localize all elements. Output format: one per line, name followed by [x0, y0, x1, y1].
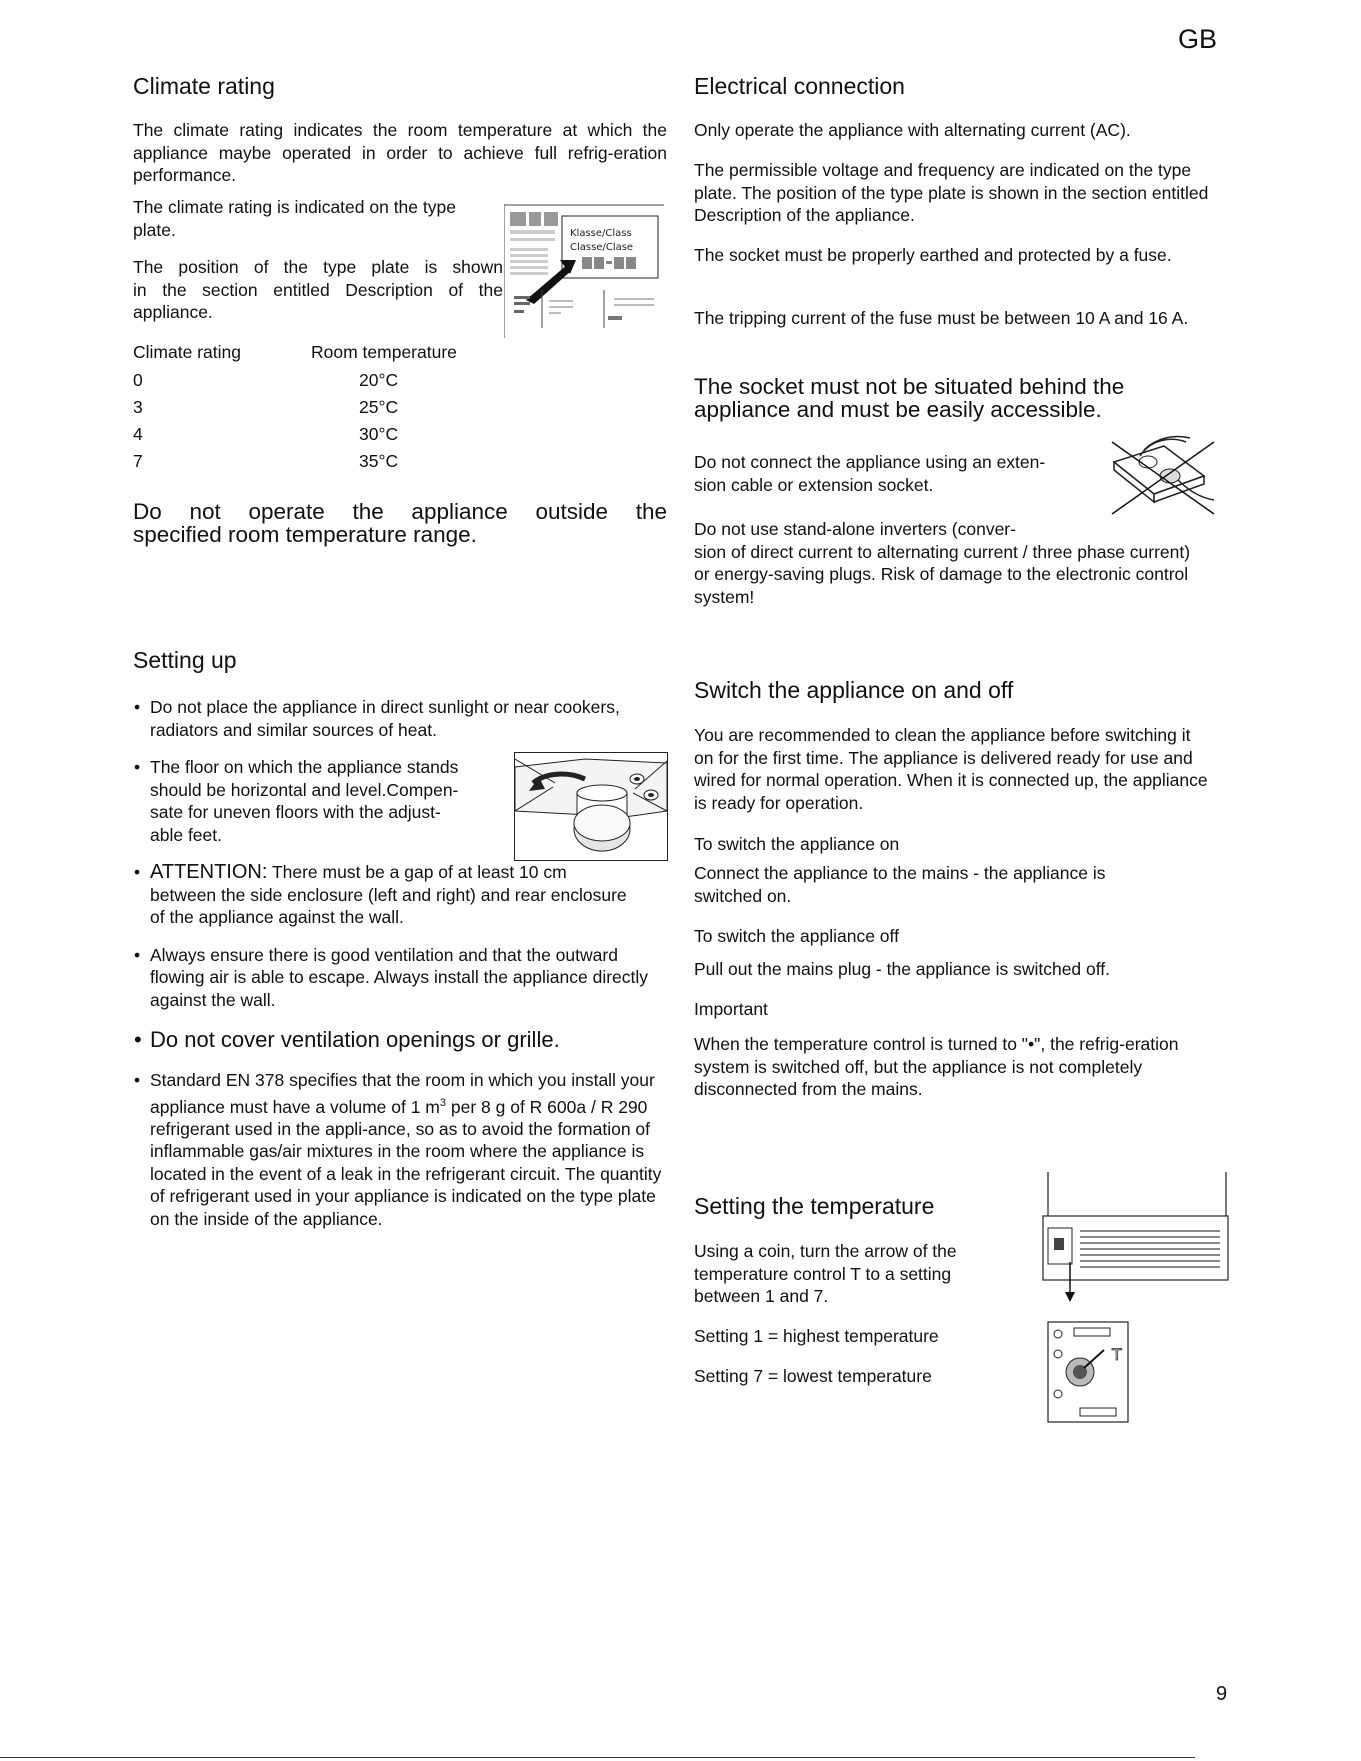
position-line: in the section entitled Description of the: [133, 279, 503, 300]
electrical-p4: The tripping current of the fuse must be between 10 A and 16 A.: [694, 308, 1189, 328]
bullet: •: [134, 757, 141, 777]
electrical-p5-line: Do not connect the appliance using an exten-: [694, 452, 1046, 472]
bullet: •: [134, 1070, 141, 1090]
type-plate-text: [133, 196, 503, 241]
list-item-line: sate for uneven floors with the adjust-: [150, 802, 441, 822]
temperature-instructions: Using a coin, turn the arrow of the temperature control T to a setting between 1 and 7.: [694, 1241, 957, 1306]
bullet: •: [134, 944, 141, 965]
list-item: [133, 861, 630, 929]
bullet: •: [134, 697, 141, 717]
climate-table-rating: 4: [133, 424, 143, 444]
attention-label: ATTENTION:: [150, 861, 268, 883]
temperature-heading: Setting the temperature: [694, 1193, 935, 1219]
position-line: The position of the type plate is shown: [133, 257, 503, 277]
type-plate-illustration: [504, 204, 666, 338]
list-item-text: Standard EN 378 specifies that the room in which you install your appliance must have a volume of 1 m: [150, 1070, 655, 1117]
climate-warning-line: specified room temperature range.: [133, 522, 477, 547]
important-text: When the temperature control is turned to "•", the refrig-eration system is switched off, but the appliance is not completely disconnected from the mains.: [694, 1034, 1179, 1099]
electrical-p5-line: sion cable or extension socket.: [694, 474, 934, 495]
list-item-line: able feet.: [150, 824, 222, 845]
plate-class-label: Klasse/Class: [570, 228, 632, 239]
superscript: 3: [439, 1096, 447, 1109]
list-item-line: should be horizontal and level.Compen-: [150, 779, 459, 800]
electrical-p6-rest: sion of direct current to alternating current / three phase current) or energy-saving plugs. Risk of damage to the electronic control system!: [694, 541, 1191, 607]
temperature-control-illustration: [1040, 1172, 1230, 1424]
climate-table-header-rating: Climate rating: [133, 342, 241, 362]
climate-table-rating: 7: [133, 451, 143, 471]
extension-socket-illustration: [1110, 432, 1216, 524]
list-item-line: The floor on which the appliance stands: [150, 757, 459, 777]
climate-intro: The climate rating indicates the room temperature at which the appliance maybe operated in order to achieve full refrig-eration performance.: [133, 120, 667, 185]
electrical-p3: The socket must be properly earthed and protected by a fuse.: [694, 245, 1172, 265]
climate-table-rating: 3: [133, 397, 143, 417]
climate-table-temp: 20°C: [359, 370, 399, 390]
control-t-label: T: [1112, 1345, 1122, 1364]
important-title: Important: [694, 999, 768, 1019]
switch-heading: Switch the appliance on and off: [694, 677, 1014, 703]
type-plate-position-text: [133, 256, 503, 324]
switch-off-text: Pull out the mains plug - the appliance is switched off.: [694, 959, 1111, 979]
list-item: [133, 696, 620, 741]
type-plate-line: plate.: [133, 219, 176, 240]
electrical-p6: [694, 518, 1209, 608]
electrical-p5: [694, 451, 1124, 496]
list-item: [133, 1026, 663, 1054]
socket-warning: The socket must not be situated behind the appliance and must be easily accessible.: [694, 374, 1125, 422]
climate-warning: [133, 500, 667, 546]
climate-table-temp: 30°C: [359, 424, 399, 444]
climate-warning-line: Do not operate the appliance outside the: [133, 499, 667, 524]
electrical-p2: The permissible voltage and frequency are indicated on the type plate. The position of the type plate is shown in the section entitled Description of the appliance.: [694, 160, 1209, 225]
electrical-heading: Electrical connection: [694, 73, 905, 99]
position-line: appliance.: [133, 302, 213, 322]
climate-table-header-temp: Room temperature: [311, 342, 457, 362]
list-item-text: per 8 g of R 600a / R 290 refrigerant used in the appli-ance, so as to avoid the formation of inflammable gas/air mixtures in the room where the appliance is located in the event of a leak in the refrigerant circuit. The quantity of refrigerant used in your appliance is indicated on the type plate on the inside of the appliance.: [150, 1096, 662, 1229]
switch-on-text: Connect the appliance to the mains - the appliance is switched on.: [694, 863, 1106, 906]
climate-table-rating: 0: [133, 370, 143, 390]
switch-on-title: To switch the appliance on: [694, 834, 900, 854]
list-item-text: There must be a gap of at least 10 cm between the side enclosure (left and right) and rear enclosure of the appliance against the wall.: [150, 862, 627, 927]
bullet: •: [134, 1027, 142, 1052]
switch-off-title: To switch the appliance off: [694, 926, 899, 946]
language-code: GB: [1178, 24, 1218, 54]
plate-class-label: Classe/Clase: [570, 242, 634, 253]
adjustable-foot-illustration: [514, 752, 668, 861]
setting-up-heading: Setting up: [133, 647, 237, 673]
climate-table-temp: 25°C: [359, 397, 399, 417]
setting-7-text: Setting 7 = lowest temperature: [694, 1366, 932, 1386]
type-plate-line: The climate rating is indicated on the type: [133, 197, 456, 217]
bullet: •: [134, 862, 141, 882]
list-item-text: Do not cover ventilation openings or grille.: [150, 1027, 560, 1052]
list-item-text: Do not place the appliance in direct sunlight or near cookers, radiators and similar sources of heat.: [150, 697, 620, 740]
list-item-text: Always ensure there is good ventilation and that the outward flowing air is able to escape. Always install the appliance directly against the wall.: [150, 944, 649, 1010]
footer-rule: [0, 1757, 1195, 1758]
electrical-p1: Only operate the appliance with alternating current (AC).: [694, 120, 1131, 140]
list-item: [133, 1069, 665, 1230]
list-item: [133, 944, 650, 1012]
climate-table-temp: 35°C: [359, 451, 399, 471]
setting-1-text: Setting 1 = highest temperature: [694, 1326, 939, 1346]
switch-intro: You are recommended to clean the appliance before switching it on for the first time. The appliance is delivered ready for use and wired for normal operation. When it is connected up, the appliance is ready for operation.: [694, 725, 1208, 813]
electrical-p6-line: Do not use stand-alone inverters (conver-: [694, 519, 1016, 539]
climate-rating-heading: Climate rating: [133, 73, 275, 99]
page-number: 9: [1216, 1683, 1228, 1705]
